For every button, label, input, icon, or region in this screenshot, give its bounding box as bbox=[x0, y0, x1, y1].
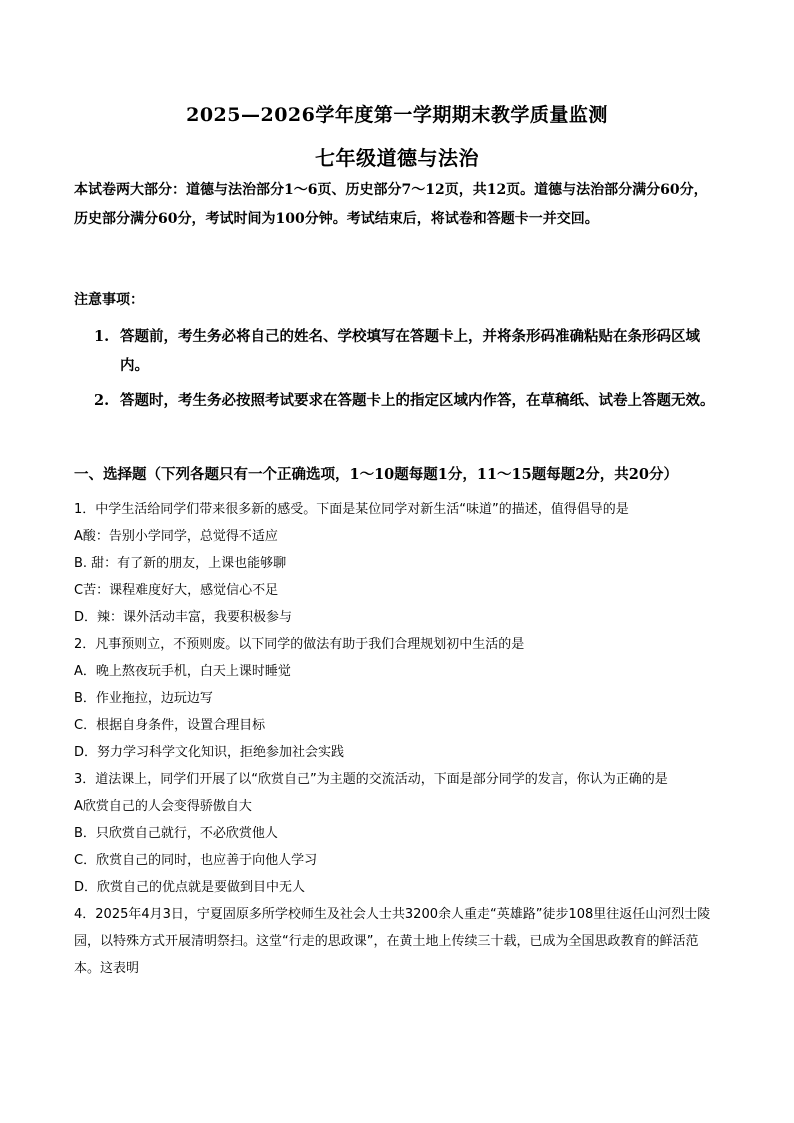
question-1 bbox=[74, 496, 720, 631]
question-stem: 3．道法课上，同学们开展了以“欣赏自己”为主题的交流活动，下面是部分同学的发言，你认为正确的是 bbox=[74, 772, 668, 787]
option-b: B. 甜：有了新的朋友，上课也能够聊 bbox=[74, 556, 287, 571]
notice-item-number: 2. bbox=[94, 392, 110, 409]
question-list bbox=[74, 496, 720, 982]
notice-item bbox=[94, 322, 720, 380]
question-2 bbox=[74, 631, 720, 766]
option-d: D．欣赏自己的优点就是要做到目中无人 bbox=[74, 880, 306, 895]
notice-item-text: 答题前，考生务必将自己的姓名、学校填写在答题卡上，并将条形码准确粘贴在条形码区域内。 bbox=[120, 328, 700, 374]
option-c: C苦：课程难度好大，感觉信心不足 bbox=[74, 583, 279, 598]
notice-item bbox=[94, 386, 720, 415]
exam-intro: 本试卷两大部分：道德与法治部分1～6页、历史部分7～12页，共12页。道德与法治部分满分60分，历史部分满分60分，考试时间为100分钟。考试结束后，将试卷和答题卡一并交回。 bbox=[74, 182, 708, 227]
option-a: A欣赏自己的人会变得骄傲自大 bbox=[74, 799, 252, 814]
option-d: D．辣：课外活动丰富，我要积极参与 bbox=[74, 610, 293, 625]
option-c: C．根据自身条件，设置合理目标 bbox=[74, 718, 266, 733]
section-heading: 一、选择题（下列各题只有一个正确选项，1～10题每题1分，11～15题每题2分，共20分） bbox=[74, 466, 678, 483]
exam-subtitle: 七年级道德与法治 bbox=[315, 146, 479, 170]
question-stem: 2．凡事预则立，不预则废。以下同学的做法有助于我们合理规划初中生活的是 bbox=[74, 637, 525, 652]
exam-title: 2025—2026学年度第一学期期末教学质量监测 bbox=[186, 104, 608, 126]
notice-item-number: 1. bbox=[94, 328, 110, 345]
option-a: A酸：告别小学同学，总觉得不适应 bbox=[74, 529, 278, 544]
option-c: C．欣赏自己的同时，也应善于向他人学习 bbox=[74, 853, 318, 868]
notice-item-text: 答题时，考生务必按照考试要求在答题卡上的指定区域内作答，在草稿纸、试卷上答题无效。 bbox=[120, 392, 715, 409]
option-d: D．努力学习科学文化知识，拒绝参加社会实践 bbox=[74, 745, 345, 760]
notice-list bbox=[94, 322, 720, 421]
option-b: B．只欣赏自己就行，不必欣赏他人 bbox=[74, 826, 278, 841]
option-a: A．晚上熬夜玩手机，白天上课时睡觉 bbox=[74, 664, 291, 679]
question-3 bbox=[74, 766, 720, 901]
option-b: B．作业拖拉，边玩边写 bbox=[74, 691, 213, 706]
question-stem: 4．2025年4月3日，宁夏固原多所学校师生及社会人士共3200余人重走“英雄路”徒步108里往返任山河烈士陵园，以特殊方式开展清明祭扫。这堂“行走的思政课”，在黄土地上传续三十载，已成为全国思政教育的鲜活范本。这表明 bbox=[74, 907, 711, 976]
question-4 bbox=[74, 901, 720, 982]
question-stem: 1．中学生活给同学们带来很多新的感受。下面是某位同学对新生活“味道”的描述，值得倡导的是 bbox=[74, 502, 629, 517]
notice-heading: 注意事项： bbox=[74, 292, 144, 308]
